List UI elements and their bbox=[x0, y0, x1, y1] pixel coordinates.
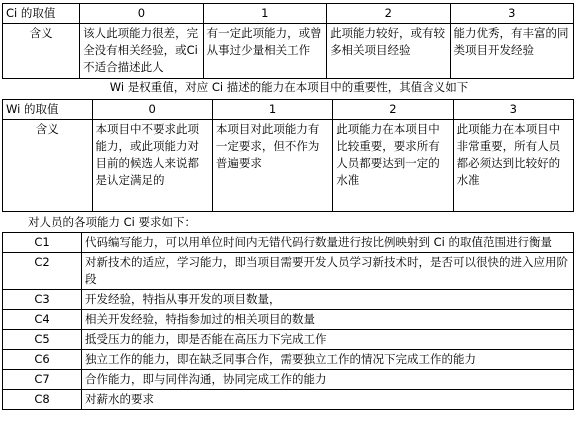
table-row bbox=[3, 253, 574, 290]
wi-meaning-3: 此项能力在本项目中非常重要，所有人员都必须达到比较好的水准 bbox=[453, 120, 573, 212]
ci-description: 开发经验，特指从事开发的项目数量， bbox=[82, 290, 574, 310]
ci-requirements-table bbox=[2, 232, 574, 410]
wi-meaning-1: 本项目对此项能力有一定要求，但不作为普遍要求 bbox=[212, 120, 332, 212]
table-row bbox=[3, 330, 574, 350]
table-row bbox=[3, 390, 574, 410]
ci-description: 对薪水的要求 bbox=[82, 390, 574, 410]
ci-value-table bbox=[2, 3, 574, 79]
ci-meaning-2: 此项能力较好，或有较多相关项目经验 bbox=[327, 24, 450, 79]
ci-requirements-intro: 对人员的各项能力 Ci 要求如下： bbox=[28, 215, 197, 229]
ci-meaning-3: 能力优秀，有丰富的同类项目开发经验 bbox=[450, 24, 573, 79]
table-row bbox=[3, 310, 574, 330]
table-row bbox=[3, 350, 574, 370]
ci-description: 合作能力，即与同伴沟通，协同完成工作的能力 bbox=[82, 370, 574, 390]
table-row bbox=[3, 370, 574, 390]
ci-code: C6 bbox=[3, 350, 82, 370]
ci-code: C2 bbox=[3, 253, 82, 290]
ci-description: 代码编写能力，可以用单位时间内无错代码行数量进行按比例映射到 Ci 的取值范围进行衡量 bbox=[82, 233, 574, 253]
wi-weight-note: Wi 是权重值，对应 Ci 描述的能力在本项目中的重要性，其值含义如下 bbox=[109, 80, 469, 94]
ci-code: C1 bbox=[3, 233, 82, 253]
ci-code: C4 bbox=[3, 310, 82, 330]
ci-description: 抵受压力的能力，即是否能在高压力下完成工作 bbox=[82, 330, 574, 350]
ci-code: C7 bbox=[3, 370, 82, 390]
wi-header-0: 0 bbox=[92, 100, 212, 120]
wi-meaning-2: 此项能力在本项目中比较重要，要求所有人员都要达到一定的水准 bbox=[333, 120, 453, 212]
ci-header-1: 1 bbox=[203, 4, 326, 24]
table-row bbox=[3, 233, 574, 253]
wi-header-2: 2 bbox=[333, 100, 453, 120]
ci-code: C3 bbox=[3, 290, 82, 310]
ci-header-label: Ci 的取值 bbox=[3, 4, 80, 24]
ci-row-label: 含义 bbox=[3, 24, 80, 79]
wi-header-3: 3 bbox=[453, 100, 573, 120]
wi-value-table bbox=[2, 99, 574, 212]
ci-meaning-0: 该人此项能力很差，完全没有相关经验，或Ci 不适合描述此人 bbox=[80, 24, 203, 79]
ci-code: C8 bbox=[3, 390, 82, 410]
ci-header-0: 0 bbox=[80, 4, 203, 24]
wi-header-label: Wi 的取值 bbox=[3, 100, 93, 120]
wi-row-label: 含义 bbox=[3, 120, 93, 212]
table-row bbox=[3, 290, 574, 310]
ci-code: C5 bbox=[3, 330, 82, 350]
ci-description: 相关开发经验，特指参加过的相关项目的数量 bbox=[82, 310, 574, 330]
ci-header-3: 3 bbox=[450, 4, 573, 24]
ci-description: 独立工作的能力，即在缺乏同事合作，需要独立工作的情况下完成工作的能力 bbox=[82, 350, 574, 370]
ci-meaning-1: 有一定此项能力，或曾从事过少量相关工作 bbox=[203, 24, 326, 79]
wi-header-1: 1 bbox=[212, 100, 332, 120]
ci-description: 对新技术的适应，学习能力，即当项目需要开发人员学习新技术时，是否可以很快的进入应用阶段 bbox=[82, 253, 574, 290]
wi-meaning-0: 本项目中不要求此项能力，或此项能力对目前的候选人来说都是认定满足的 bbox=[92, 120, 212, 212]
ci-header-2: 2 bbox=[327, 4, 450, 24]
